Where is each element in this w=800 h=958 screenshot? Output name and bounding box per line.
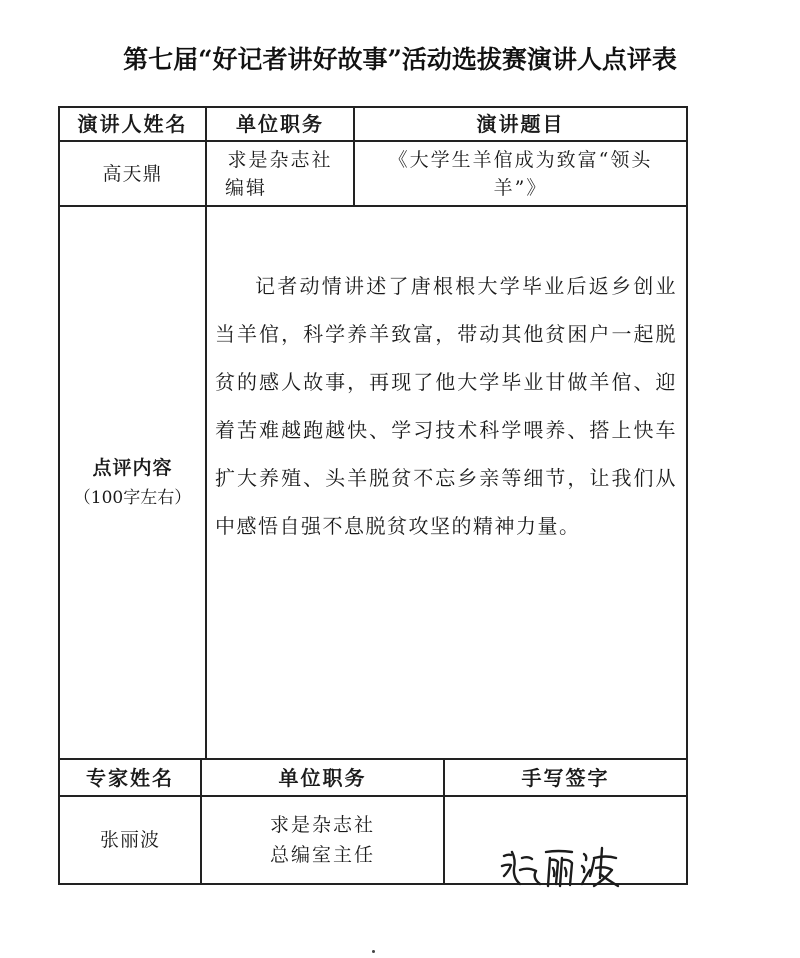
expert-position-value bbox=[202, 797, 443, 883]
speaker-topic-value bbox=[355, 142, 686, 205]
expert-name-header: 专家姓名 bbox=[86, 765, 174, 790]
handwritten-signature bbox=[498, 838, 628, 894]
speaker-position-line2: 编辑 bbox=[225, 176, 268, 199]
comment-sublabel: （100字左右） bbox=[73, 487, 192, 508]
speaker-position-line1: 求是杂志社 bbox=[227, 148, 333, 171]
expert-position-line2: 总编室主任 bbox=[269, 844, 375, 866]
speaker-topic-line1: 《大学生羊倌成为致富“领头 bbox=[388, 148, 653, 171]
expert-name-value: 张丽波 bbox=[99, 829, 160, 851]
comment-body: 记者动情讲述了唐根根大学毕业后返乡创业当羊倌，科学养羊致富，带动其他贫困户一起脱贫的感人故事，再现了他大学毕业甘做羊倌、迎着苦难越跑越快、学习技术科学喂养、搭上快车扩大养殖、头羊脱贫不忘乡亲等细节，让我们从中感悟自强不息脱贫攻坚的精神力量。 bbox=[215, 274, 677, 538]
comment-label: 点评内容 bbox=[92, 456, 173, 479]
speaker-name-header: 演讲人姓名 bbox=[77, 112, 188, 136]
page-mark-dot bbox=[372, 950, 375, 953]
comment-label-cell bbox=[60, 207, 205, 758]
expert-position-line1: 求是杂志社 bbox=[269, 814, 375, 836]
expert-signature-header: 手写签字 bbox=[521, 765, 610, 790]
speaker-topic-header: 演讲题目 bbox=[476, 112, 565, 136]
speaker-position-header: 单位职务 bbox=[236, 112, 324, 136]
expert-position-header: 单位职务 bbox=[278, 765, 367, 790]
speaker-position-value bbox=[207, 142, 353, 205]
table-right-border bbox=[686, 106, 688, 885]
page-title: 第七届“好记者讲好故事”活动选拔赛演讲人点评表 bbox=[123, 45, 677, 74]
speaker-topic-line2: 羊”》 bbox=[493, 176, 548, 199]
speaker-name-value: 高天鼎 bbox=[102, 162, 163, 185]
